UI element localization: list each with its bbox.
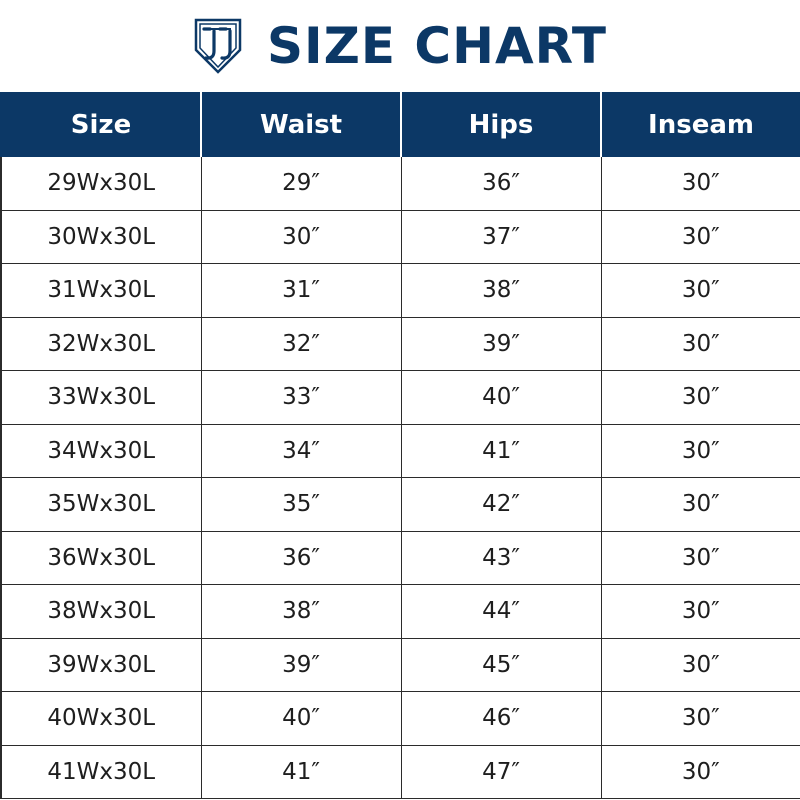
cell-waist: 38″ xyxy=(201,585,401,639)
table-row xyxy=(1,424,800,478)
cell-hips: 42″ xyxy=(401,478,601,532)
table-row xyxy=(1,210,800,264)
cell-hips: 41″ xyxy=(401,424,601,478)
cell-size: 33Wx30L xyxy=(1,371,201,425)
cell-hips: 46″ xyxy=(401,692,601,746)
column-header-waist: Waist xyxy=(201,93,401,157)
cell-waist: 39″ xyxy=(201,638,401,692)
cell-size: 32Wx30L xyxy=(1,317,201,371)
cell-size: 40Wx30L xyxy=(1,692,201,746)
cell-inseam: 30″ xyxy=(601,424,800,478)
page-title: SIZE CHART xyxy=(266,17,608,75)
cell-waist: 35″ xyxy=(201,478,401,532)
cell-inseam: 30″ xyxy=(601,478,800,532)
cell-size: 36Wx30L xyxy=(1,531,201,585)
table-row xyxy=(1,317,800,371)
table-row xyxy=(1,585,800,639)
cell-waist: 30″ xyxy=(201,210,401,264)
cell-hips: 45″ xyxy=(401,638,601,692)
table-header-row xyxy=(1,93,800,157)
cell-waist: 40″ xyxy=(201,692,401,746)
cell-size: 39Wx30L xyxy=(1,638,201,692)
cell-size: 31Wx30L xyxy=(1,264,201,318)
cell-waist: 34″ xyxy=(201,424,401,478)
cell-inseam: 30″ xyxy=(601,585,800,639)
cell-size: 35Wx30L xyxy=(1,478,201,532)
table-row xyxy=(1,157,800,211)
column-header-size: Size xyxy=(1,93,201,157)
table-row xyxy=(1,745,800,799)
cell-hips: 38″ xyxy=(401,264,601,318)
table-row xyxy=(1,692,800,746)
size-chart-table xyxy=(0,92,800,799)
cell-hips: 36″ xyxy=(401,157,601,211)
cell-hips: 47″ xyxy=(401,745,601,799)
cell-waist: 32″ xyxy=(201,317,401,371)
cell-waist: 31″ xyxy=(201,264,401,318)
cell-inseam: 30″ xyxy=(601,371,800,425)
table-row xyxy=(1,478,800,532)
cell-inseam: 30″ xyxy=(601,745,800,799)
cell-inseam: 30″ xyxy=(601,157,800,211)
cell-hips: 39″ xyxy=(401,317,601,371)
cell-waist: 36″ xyxy=(201,531,401,585)
cell-size: 34Wx30L xyxy=(1,424,201,478)
column-header-inseam: Inseam xyxy=(601,93,800,157)
cell-hips: 44″ xyxy=(401,585,601,639)
cell-hips: 37″ xyxy=(401,210,601,264)
cell-inseam: 30″ xyxy=(601,638,800,692)
cell-inseam: 30″ xyxy=(601,692,800,746)
cell-hips: 43″ xyxy=(401,531,601,585)
table-row xyxy=(1,371,800,425)
cell-size: 29Wx30L xyxy=(1,157,201,211)
cell-waist: 29″ xyxy=(201,157,401,211)
table-row xyxy=(1,264,800,318)
cell-waist: 33″ xyxy=(201,371,401,425)
table-row xyxy=(1,531,800,585)
page-header xyxy=(0,0,800,92)
cell-size: 38Wx30L xyxy=(1,585,201,639)
shield-jj-logo-icon xyxy=(193,17,243,75)
cell-inseam: 30″ xyxy=(601,210,800,264)
table-row xyxy=(1,638,800,692)
cell-size: 30Wx30L xyxy=(1,210,201,264)
cell-inseam: 30″ xyxy=(601,264,800,318)
cell-inseam: 30″ xyxy=(601,317,800,371)
cell-hips: 40″ xyxy=(401,371,601,425)
cell-waist: 41″ xyxy=(201,745,401,799)
cell-size: 41Wx30L xyxy=(1,745,201,799)
column-header-hips: Hips xyxy=(401,93,601,157)
cell-inseam: 30″ xyxy=(601,531,800,585)
